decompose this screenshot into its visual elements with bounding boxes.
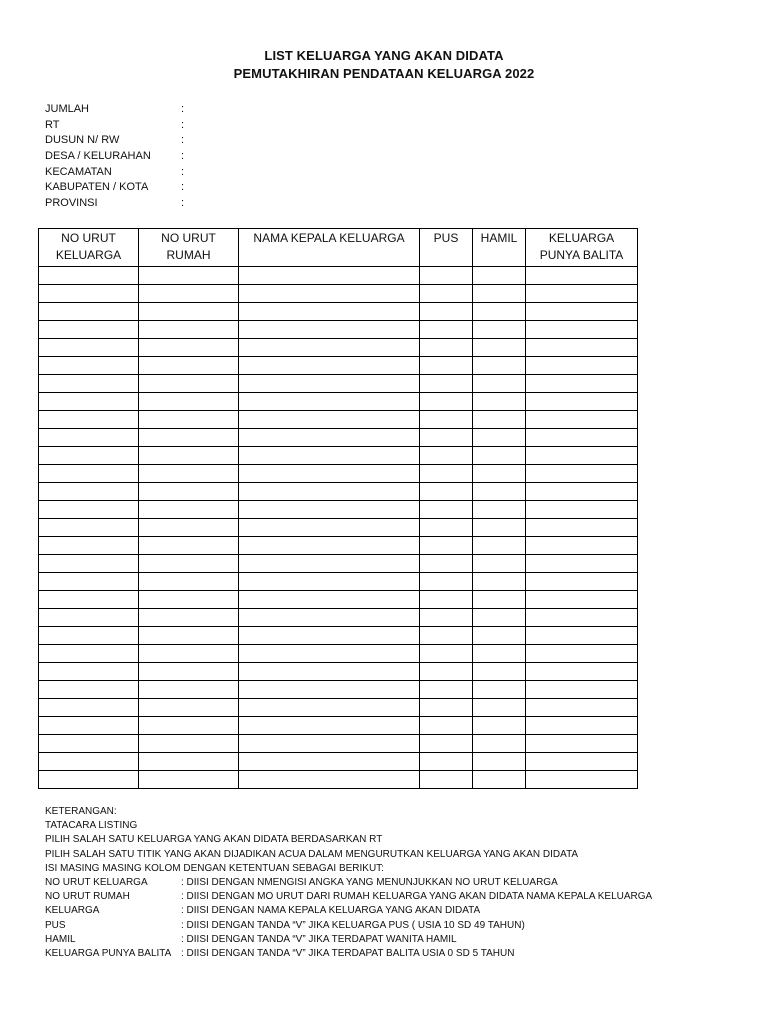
- definition-key: NO URUT RUMAH: [45, 891, 130, 903]
- table-cell[interactable]: [39, 285, 139, 303]
- table-cell[interactable]: [526, 591, 638, 609]
- table-cell[interactable]: [526, 393, 638, 411]
- header-no-urut-rumah: [139, 229, 239, 267]
- definition-text: : DIISI DENGAN MO URUT DARI RUMAH KELUARGA YANG AKAN DIDATA NAMA KEPALA KELUARGA: [181, 891, 653, 903]
- table-cell[interactable]: [39, 357, 139, 375]
- info-colon: :: [181, 150, 185, 163]
- table-row: [39, 375, 638, 393]
- table-cell[interactable]: [39, 483, 139, 501]
- notes-heading: KETERANGAN:: [45, 806, 117, 817]
- table-cell[interactable]: [239, 411, 420, 429]
- definition-text: : DIISI DENGAN TANDA “V” JIKA TERDAPAT BALITA USIA 0 SD 5 TAHUN: [181, 948, 515, 960]
- table-cell[interactable]: [39, 447, 139, 465]
- table-cell[interactable]: [473, 537, 526, 555]
- table-cell[interactable]: [39, 501, 139, 519]
- notes-line: ISI MASING MASING KOLOM DENGAN KETENTUAN SEBAGAI BERIKUT:: [45, 862, 384, 874]
- table-cell[interactable]: [420, 519, 473, 537]
- table-cell[interactable]: [139, 627, 239, 645]
- table-cell[interactable]: [473, 771, 526, 789]
- table-cell[interactable]: [420, 447, 473, 465]
- table-cell[interactable]: [39, 267, 139, 285]
- table-row: [39, 681, 638, 699]
- table-cell[interactable]: [526, 321, 638, 339]
- header-line: PUNYA BALITA: [539, 248, 624, 262]
- table-cell[interactable]: [420, 735, 473, 753]
- table-cell[interactable]: [473, 717, 526, 735]
- table-cell[interactable]: [473, 339, 526, 357]
- table-cell[interactable]: [420, 429, 473, 447]
- table-cell[interactable]: [420, 357, 473, 375]
- table-cell[interactable]: [526, 357, 638, 375]
- table-cell[interactable]: [473, 411, 526, 429]
- table-cell[interactable]: [239, 339, 420, 357]
- table-row: [39, 339, 638, 357]
- table-cell[interactable]: [526, 753, 638, 771]
- table-cell[interactable]: [239, 429, 420, 447]
- definition-key: KELUARGA PUNYA BALITA: [45, 948, 172, 960]
- table-cell[interactable]: [39, 393, 139, 411]
- header-keluarga-punya-balita: [526, 229, 638, 267]
- table-row: [39, 663, 638, 681]
- definition-text: : DIISI DENGAN NAMA KEPALA KELUARGA YANG AKAN DIDATA: [181, 905, 481, 917]
- table-cell[interactable]: [420, 303, 473, 321]
- table-cell[interactable]: [139, 321, 239, 339]
- table-cell[interactable]: [526, 663, 638, 681]
- table-row: [39, 357, 638, 375]
- table-cell[interactable]: [526, 267, 638, 285]
- table-cell[interactable]: [239, 573, 420, 591]
- table-cell[interactable]: [526, 447, 638, 465]
- table-cell[interactable]: [239, 753, 420, 771]
- table-cell[interactable]: [526, 339, 638, 357]
- definition-key: PUS: [45, 919, 66, 931]
- table-cell[interactable]: [420, 645, 473, 663]
- info-colon: :: [181, 197, 185, 210]
- table-cell[interactable]: [473, 393, 526, 411]
- table-cell[interactable]: [420, 321, 473, 339]
- table-cell[interactable]: [239, 663, 420, 681]
- notes-line: PILIH SALAH SATU TITIK YANG AKAN DIJADIKAN ACUA DALAM MENGURUTKAN KELUARGA YANG AKAN DIDATA: [45, 848, 579, 860]
- table-row: [39, 429, 638, 447]
- table-row: [39, 753, 638, 771]
- table-cell[interactable]: [39, 663, 139, 681]
- table-cell[interactable]: [139, 375, 239, 393]
- header-line: PUS: [433, 231, 459, 245]
- table-row: [39, 735, 638, 753]
- header-line: NO URUT: [161, 231, 216, 245]
- table-cell[interactable]: [526, 681, 638, 699]
- table-cell[interactable]: [239, 465, 420, 483]
- info-label: JUMLAH: [45, 103, 90, 115]
- table-cell[interactable]: [139, 573, 239, 591]
- table-cell[interactable]: [239, 609, 420, 627]
- table-cell[interactable]: [39, 303, 139, 321]
- definition-row: [45, 904, 652, 918]
- table-cell[interactable]: [139, 663, 239, 681]
- table-cell[interactable]: [239, 555, 420, 573]
- table-cell[interactable]: [420, 591, 473, 609]
- table-cell[interactable]: [526, 699, 638, 717]
- table-row: [39, 555, 638, 573]
- notes-line: PILIH SALAH SATU KELUARGA YANG AKAN DIDATA BERDASARKAN RT: [45, 834, 383, 846]
- table-cell[interactable]: [473, 483, 526, 501]
- info-row-dusun: [45, 133, 191, 149]
- table-cell[interactable]: [420, 375, 473, 393]
- table-cell[interactable]: [473, 573, 526, 591]
- table-row: [39, 501, 638, 519]
- family-list-table: [38, 228, 638, 789]
- table-cell[interactable]: [239, 717, 420, 735]
- table-cell[interactable]: [139, 303, 239, 321]
- table-cell[interactable]: [526, 555, 638, 573]
- header-line: NO URUT: [61, 231, 116, 245]
- table-cell[interactable]: [239, 303, 420, 321]
- table-cell[interactable]: [39, 519, 139, 537]
- document-subtitle: PEMUTAKHIRAN PENDATAAN KELUARGA 2022: [233, 66, 535, 81]
- table-cell[interactable]: [39, 339, 139, 357]
- table-cell[interactable]: [139, 429, 239, 447]
- table-row: [39, 627, 638, 645]
- table-header-row: [39, 229, 638, 267]
- notes-section: [45, 805, 652, 961]
- table-row: [39, 321, 638, 339]
- definition-row: [45, 876, 652, 890]
- table-cell[interactable]: [139, 591, 239, 609]
- header-hamil: [473, 229, 526, 267]
- table-cell[interactable]: [39, 375, 139, 393]
- table-cell[interactable]: [526, 465, 638, 483]
- table-cell[interactable]: [420, 753, 473, 771]
- table-row: [39, 519, 638, 537]
- table-cell[interactable]: [526, 429, 638, 447]
- table-cell[interactable]: [239, 699, 420, 717]
- table-cell[interactable]: [526, 573, 638, 591]
- info-label: PROVINSI: [45, 197, 98, 210]
- table-cell[interactable]: [39, 465, 139, 483]
- table-cell[interactable]: [39, 429, 139, 447]
- info-label: KECAMATAN: [45, 165, 112, 178]
- info-row-kabupaten: [45, 180, 191, 196]
- definition-row: [45, 919, 652, 933]
- table-cell[interactable]: [239, 447, 420, 465]
- table-cell[interactable]: [139, 285, 239, 303]
- table-cell[interactable]: [473, 591, 526, 609]
- definition-key: HAMIL: [45, 933, 76, 945]
- table-cell[interactable]: [139, 555, 239, 573]
- info-colon: :: [181, 103, 185, 115]
- table-cell[interactable]: [39, 699, 139, 717]
- table-cell[interactable]: [473, 321, 526, 339]
- table-cell[interactable]: [420, 339, 473, 357]
- table-cell[interactable]: [473, 609, 526, 627]
- info-row-rt: [45, 118, 191, 134]
- table-cell[interactable]: [420, 609, 473, 627]
- table-cell[interactable]: [39, 627, 139, 645]
- table-cell[interactable]: [473, 447, 526, 465]
- table-cell[interactable]: [39, 735, 139, 753]
- table-cell[interactable]: [473, 357, 526, 375]
- table-cell[interactable]: [420, 555, 473, 573]
- table-cell[interactable]: [473, 555, 526, 573]
- table-cell[interactable]: [239, 771, 420, 789]
- definition-key: KELUARGA: [45, 905, 100, 917]
- table-row: [39, 699, 638, 717]
- table-cell[interactable]: [420, 573, 473, 591]
- table-cell[interactable]: [420, 699, 473, 717]
- table-cell[interactable]: [420, 627, 473, 645]
- table-cell[interactable]: [139, 339, 239, 357]
- table-cell[interactable]: [473, 699, 526, 717]
- definition-text: : DIISI DENGAN TANDA “V” JIKA KELUARGA PUS ( USIA 10 SD 49 TAHUN): [181, 919, 525, 931]
- table-cell[interactable]: [420, 411, 473, 429]
- table-cell[interactable]: [139, 771, 239, 789]
- table-row: [39, 609, 638, 627]
- table-cell[interactable]: [473, 267, 526, 285]
- table-cell[interactable]: [526, 717, 638, 735]
- table-cell[interactable]: [39, 411, 139, 429]
- table-body: [39, 267, 638, 789]
- table-cell[interactable]: [526, 771, 638, 789]
- table-cell[interactable]: [139, 681, 239, 699]
- table-cell[interactable]: [526, 519, 638, 537]
- definition-row: [45, 947, 652, 961]
- document-title: LIST KELUARGA YANG AKAN DIDATA: [264, 48, 504, 63]
- table-cell[interactable]: [473, 375, 526, 393]
- table-row: [39, 771, 638, 789]
- header-line: KELUARGA: [548, 231, 615, 245]
- table-cell[interactable]: [39, 645, 139, 663]
- table-row: [39, 537, 638, 555]
- table-row: [39, 447, 638, 465]
- table-row: [39, 483, 638, 501]
- table-cell[interactable]: [239, 501, 420, 519]
- table-cell[interactable]: [239, 321, 420, 339]
- table-cell[interactable]: [526, 285, 638, 303]
- table-cell[interactable]: [473, 519, 526, 537]
- table-cell[interactable]: [473, 753, 526, 771]
- table-cell[interactable]: [473, 429, 526, 447]
- info-label: KABUPATEN / KOTA: [45, 181, 149, 194]
- info-label: DUSUN N/ RW: [45, 134, 120, 147]
- info-colon: :: [181, 165, 185, 178]
- table-cell[interactable]: [139, 465, 239, 483]
- table-cell[interactable]: [139, 483, 239, 501]
- info-colon: :: [181, 134, 185, 147]
- table-cell[interactable]: [526, 609, 638, 627]
- table-cell[interactable]: [239, 393, 420, 411]
- table-cell[interactable]: [239, 591, 420, 609]
- table-cell[interactable]: [420, 465, 473, 483]
- table-cell[interactable]: [473, 663, 526, 681]
- header-nama-kepala-keluarga: [239, 229, 420, 267]
- header-line: RUMAH: [166, 248, 211, 262]
- table-cell[interactable]: [139, 501, 239, 519]
- table-cell[interactable]: [39, 591, 139, 609]
- table-row: [39, 393, 638, 411]
- table-row: [39, 591, 638, 609]
- header-line: NAMA KEPALA KELUARGA: [253, 231, 405, 245]
- table-cell[interactable]: [473, 627, 526, 645]
- info-row-jumlah: [45, 102, 191, 118]
- table-cell[interactable]: [239, 483, 420, 501]
- header-line: HAMIL: [480, 231, 518, 245]
- table-cell[interactable]: [139, 393, 239, 411]
- table-cell[interactable]: [239, 285, 420, 303]
- table-cell[interactable]: [420, 267, 473, 285]
- table-cell[interactable]: [473, 465, 526, 483]
- table-row: [39, 285, 638, 303]
- definition-text: : DIISI DENGAN NMENGISI ANGKA YANG MENUNJUKKAN NO URUT KELUARGA: [181, 877, 558, 889]
- table-cell[interactable]: [473, 285, 526, 303]
- header-no-urut-keluarga: [39, 229, 139, 267]
- table-cell[interactable]: [526, 483, 638, 501]
- table-cell[interactable]: [139, 717, 239, 735]
- table-row: [39, 411, 638, 429]
- table-cell[interactable]: [526, 735, 638, 753]
- info-colon: :: [181, 181, 185, 194]
- notes-line: TATACARA LISTING: [45, 820, 138, 832]
- table-cell[interactable]: [420, 285, 473, 303]
- table-cell[interactable]: [473, 681, 526, 699]
- table-cell[interactable]: [420, 663, 473, 681]
- table-cell[interactable]: [420, 717, 473, 735]
- table-cell[interactable]: [526, 537, 638, 555]
- table-cell[interactable]: [139, 735, 239, 753]
- table-cell[interactable]: [39, 717, 139, 735]
- table-cell[interactable]: [239, 519, 420, 537]
- table-cell[interactable]: [39, 609, 139, 627]
- table-cell[interactable]: [39, 681, 139, 699]
- info-row-provinsi: [45, 196, 191, 212]
- info-fields: [45, 102, 191, 212]
- definition-row: [45, 890, 652, 904]
- table-cell[interactable]: [139, 267, 239, 285]
- table-cell[interactable]: [239, 627, 420, 645]
- table-cell[interactable]: [139, 411, 239, 429]
- table-cell[interactable]: [526, 303, 638, 321]
- table-cell[interactable]: [39, 771, 139, 789]
- info-label: RT: [45, 118, 60, 131]
- table-row: [39, 303, 638, 321]
- definition-row: [45, 933, 652, 947]
- table-cell[interactable]: [139, 537, 239, 555]
- table-cell[interactable]: [39, 753, 139, 771]
- info-colon: :: [181, 118, 185, 131]
- table-cell[interactable]: [139, 699, 239, 717]
- table-cell[interactable]: [420, 537, 473, 555]
- table-row: [39, 465, 638, 483]
- info-row-desa: [45, 149, 191, 165]
- table-cell[interactable]: [420, 501, 473, 519]
- table-row: [39, 573, 638, 591]
- table-cell[interactable]: [239, 735, 420, 753]
- table-cell[interactable]: [139, 645, 239, 663]
- table-cell[interactable]: [39, 573, 139, 591]
- table-cell[interactable]: [239, 375, 420, 393]
- table-cell[interactable]: [473, 645, 526, 663]
- table-cell[interactable]: [473, 735, 526, 753]
- table-cell[interactable]: [420, 393, 473, 411]
- table-cell[interactable]: [39, 537, 139, 555]
- table-cell[interactable]: [39, 321, 139, 339]
- table-cell[interactable]: [239, 357, 420, 375]
- table-cell[interactable]: [139, 753, 239, 771]
- table-cell[interactable]: [526, 501, 638, 519]
- table-cell[interactable]: [420, 483, 473, 501]
- table-cell[interactable]: [526, 627, 638, 645]
- table-cell[interactable]: [39, 555, 139, 573]
- table-row: [39, 267, 638, 285]
- table-cell[interactable]: [526, 411, 638, 429]
- table-cell[interactable]: [139, 357, 239, 375]
- definition-text: : DIISI DENGAN TANDA “V” JIKA TERDAPAT WANITA HAMIL: [181, 933, 457, 945]
- table-row: [39, 645, 638, 663]
- table-cell[interactable]: [239, 267, 420, 285]
- definition-key: NO URUT KELUARGA: [45, 877, 148, 889]
- table-cell[interactable]: [526, 645, 638, 663]
- table-cell[interactable]: [139, 609, 239, 627]
- table-cell[interactable]: [239, 537, 420, 555]
- table-row: [39, 717, 638, 735]
- table-cell[interactable]: [420, 771, 473, 789]
- table-cell[interactable]: [239, 645, 420, 663]
- table-cell[interactable]: [473, 501, 526, 519]
- table-cell[interactable]: [420, 681, 473, 699]
- header-line: KELUARGA: [55, 248, 122, 262]
- info-row-kecamatan: [45, 165, 191, 181]
- info-label: DESA / KELURAHAN: [45, 150, 151, 163]
- table-cell[interactable]: [526, 375, 638, 393]
- table-cell[interactable]: [139, 519, 239, 537]
- table-cell[interactable]: [139, 447, 239, 465]
- table-cell[interactable]: [473, 303, 526, 321]
- table-cell[interactable]: [239, 681, 420, 699]
- header-pus: [420, 229, 473, 267]
